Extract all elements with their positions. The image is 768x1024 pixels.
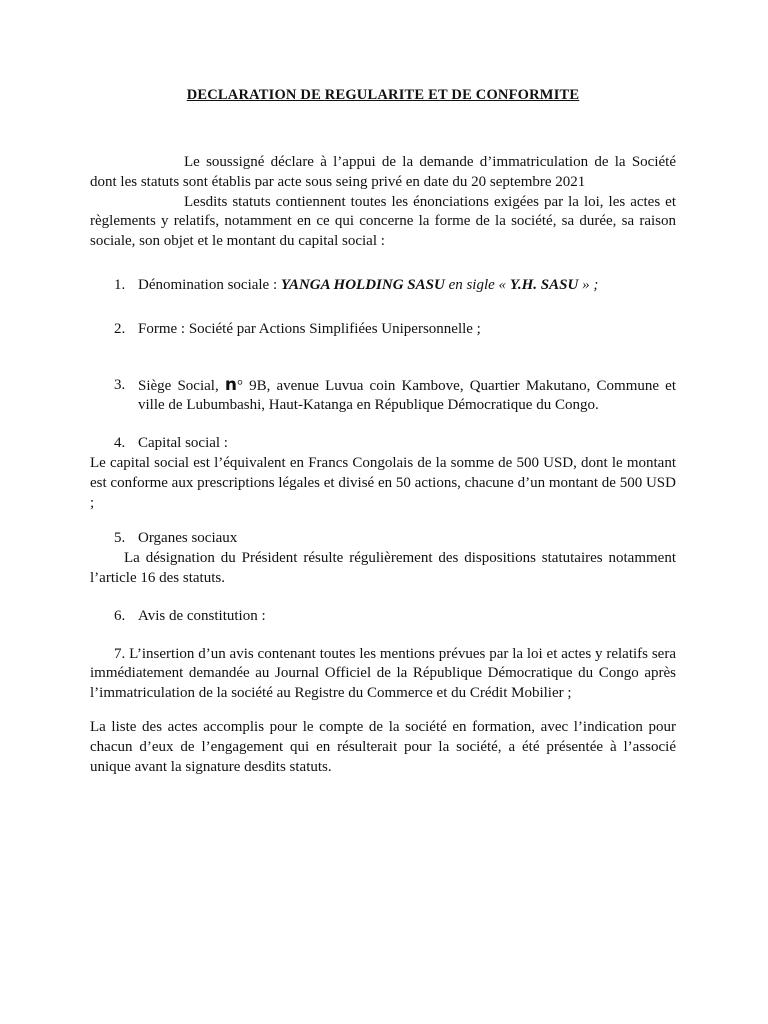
item-number: 1. [114, 276, 126, 293]
insertion-paragraph: 7. L’insertion d’un avis contenant toutes les mentions prévues par la loi et actes y relatifs sera immédiatement demandée au Journal Officiel de la République Démocratique du Congo après l’immatriculation de la société au Registre du Commerce et du Crédit Mobilier ; [90, 645, 676, 702]
company-name: YANGA HOLDING SASU [280, 276, 445, 293]
forme-text: Forme : Société par Actions Simplifiées Unipersonnelle ; [138, 320, 481, 337]
avis-label: Avis de constitution : [138, 607, 266, 624]
denomination-label: Dénomination sociale : [138, 276, 281, 293]
intro-paragraph-1: Le soussigné déclare à l’appui de la demande d’immatriculation de la Société dont les statuts sont établis par acte sous seing privé en date du 20 septembre 2021 [90, 154, 676, 190]
item-number: 4. [114, 435, 126, 452]
item-siege-social [90, 376, 676, 417]
document-title: DECLARATION DE REGULARITE ET DE CONFORMITE [186, 87, 580, 103]
item-forme [90, 320, 676, 340]
numero-symbol: n [224, 374, 237, 395]
document-page [90, 86, 676, 777]
closing-paragraph: La liste des actes accomplis pour le compte de la société en formation, avec l’indication pour chacun d’eux de l’engagement qui en résulterait pour la société, a été présentée à l’associé unique avant la signature desdits statuts. [90, 718, 676, 775]
sigle-prefix: en sigle « [444, 276, 510, 293]
item-number: 3. [114, 376, 126, 393]
organes-paragraph: La désignation du Président résulte régulièrement des dispositions statutaires notamment l’article 16 des statuts. [90, 550, 676, 586]
item-number: 6. [114, 607, 126, 624]
item-capital-social [90, 434, 676, 454]
item-organes-sociaux [90, 529, 676, 549]
item-number: 2. [114, 320, 126, 337]
capital-label: Capital social : [138, 435, 228, 452]
item-denomination [90, 276, 676, 296]
siege-address: ° 9B, avenue Luvua coin Kambove, Quartier Makutano, Commune et ville de Lubumbashi, Haut-Katanga en République Démocratique du Congo. [138, 377, 676, 414]
intro-paragraph-2: Lesdits statuts contiennent toutes les énonciations exigées par la loi, les actes et règlements y relatifs, notamment en ce qui concerne la forme de la société, sa durée, sa raison sociale, son objet et le montant du capital social : [90, 193, 676, 250]
company-sigle: Y.H. SASU [509, 276, 579, 293]
capital-paragraph: Le capital social est l’équivalent en Francs Congolais de la somme de 500 USD, dont le montant est conforme aux prescriptions légales et divisé en 50 actions, chacune d’un montant de 500 USD ; [90, 454, 676, 511]
item-avis-constitution [90, 607, 676, 627]
siege-prefix: Siège Social, [138, 377, 225, 394]
sigle-suffix: » ; [578, 276, 599, 293]
organes-label: Organes sociaux [138, 530, 238, 547]
item-number: 5. [114, 530, 126, 547]
